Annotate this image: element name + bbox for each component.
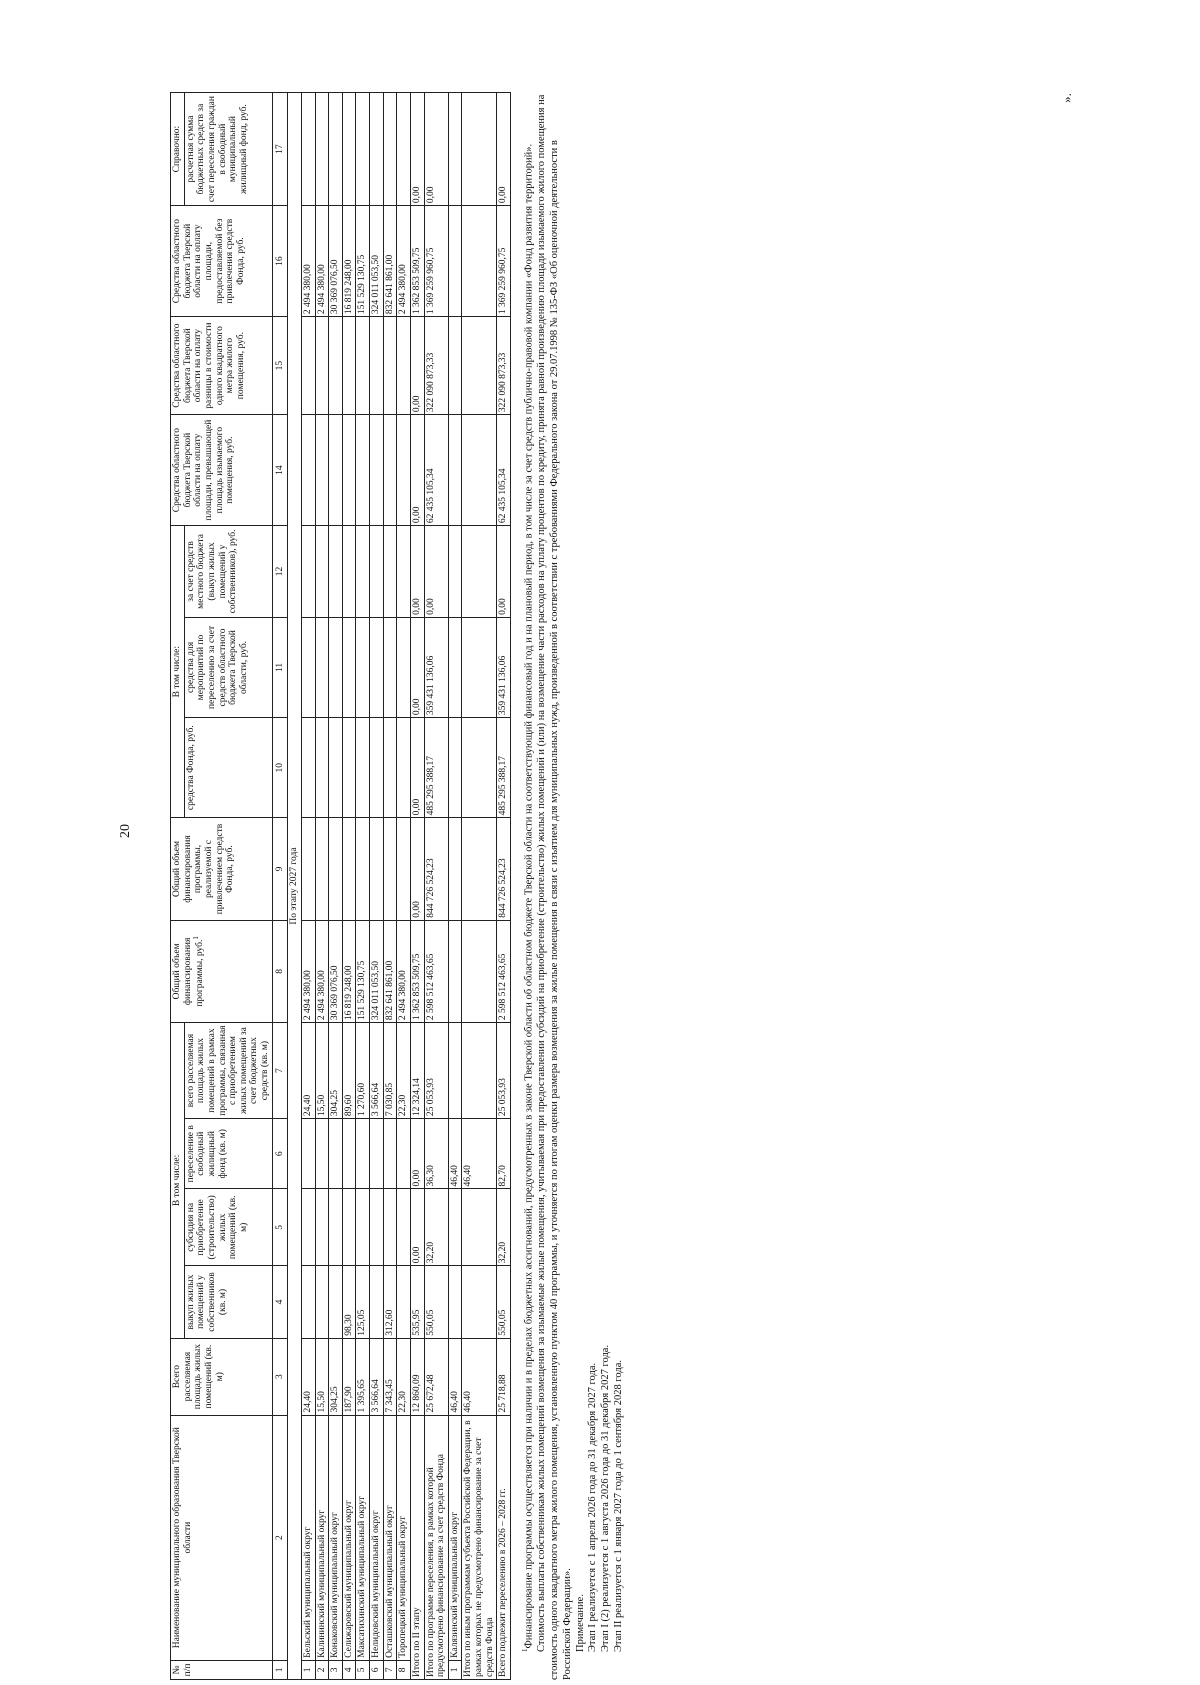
cell-c12: 0,00 (424, 526, 448, 618)
cell-c12 (397, 526, 411, 618)
header-total-area: Всего расселяемая площадь жилых помещений (кв. м) (171, 1338, 273, 1415)
cell-c15 (356, 317, 370, 415)
cell-c16 (462, 206, 497, 317)
cell-c14 (448, 415, 462, 526)
cell-c16: 151 529 130,75 (356, 206, 370, 317)
cell-c8: 1 362 853 509,75 (410, 920, 424, 1022)
cell-c9 (397, 818, 411, 920)
cell-c5: 32,20 (497, 1189, 511, 1266)
cell-c12: 0,00 (497, 526, 511, 618)
cell-c6: 0,00 (410, 1119, 424, 1189)
cell-c17 (301, 93, 315, 206)
cell-c15: 0,00 (410, 317, 424, 415)
cell-c8: 2 598 512 463,65 (497, 920, 511, 1022)
header-total-financing (171, 920, 273, 1022)
cell-c4 (329, 1266, 343, 1339)
cell-c14: 0,00 (410, 415, 424, 526)
cell-c11 (448, 617, 462, 717)
cell-c12 (370, 526, 384, 618)
cell-c10 (448, 718, 462, 818)
cell-c10 (329, 718, 343, 818)
cell-c6: 82,70 (497, 1119, 511, 1189)
header-regional-means: средства для мероприятий по переселению за счет средств областного бюджета Тверской области, руб. (184, 617, 272, 717)
cell-c16: 832 641 861,00 (383, 206, 397, 317)
cell-c10 (383, 718, 397, 818)
cell-c3: 187,90 (342, 1338, 356, 1415)
cell-c11 (356, 617, 370, 717)
cell-c16: 30 369 076,50 (329, 206, 343, 317)
total-row-row-kalyazin (448, 93, 462, 1680)
cell-c12: 0,00 (410, 526, 424, 618)
cell-c14 (356, 415, 370, 526)
cell-c14 (301, 415, 315, 526)
cell-c6: 46,40 (462, 1119, 497, 1189)
cell-c9: 844 726 524,23 (497, 818, 511, 920)
table-row (397, 93, 411, 1680)
footnote-mark: 1 (520, 1648, 529, 1652)
cell-c4: 550,05 (424, 1266, 448, 1339)
cell-c16 (448, 206, 462, 317)
header-group-reference: Справочно: (171, 93, 185, 206)
cell-c5: 32,20 (424, 1189, 448, 1266)
col-num: 10 (272, 718, 288, 818)
cell-c9 (329, 818, 343, 920)
stage-row (288, 93, 302, 1680)
cell-c8: 16 819 248,00 (342, 920, 356, 1022)
cell-c5 (301, 1189, 315, 1266)
cell-c3: 46,40 (448, 1338, 462, 1415)
cell-c4 (462, 1266, 497, 1339)
cell-c11 (315, 617, 329, 717)
cell-c11: 0,00 (410, 617, 424, 717)
resettlement-table (170, 92, 511, 1680)
cell-c3: 1 395,65 (356, 1338, 370, 1415)
col-num: 12 (272, 526, 288, 618)
header-num: № п/п (171, 1660, 273, 1679)
cell-c16: 2 494 380,00 (315, 206, 329, 317)
cell-c9 (301, 818, 315, 920)
col-num: 9 (272, 818, 288, 920)
cell-c4 (448, 1266, 462, 1339)
total-row-total-stage (410, 93, 424, 1680)
cell-c17 (370, 93, 384, 206)
cell-c6: 36,30 (424, 1119, 448, 1189)
cell-c9 (448, 818, 462, 920)
row-label: Итого по иным программам субъекта Российской Федерации, в рамках которых не предусмотрено финансирование за счет средств Фонда (462, 1415, 497, 1679)
table-row (356, 93, 370, 1680)
cell-c10 (397, 718, 411, 818)
cell-c4 (315, 1266, 329, 1339)
cell-c16: 2 494 380,00 (397, 206, 411, 317)
cell-c5 (356, 1189, 370, 1266)
header-group-area: В том числе: (171, 1023, 185, 1339)
data-rows (301, 93, 410, 1680)
cell-c4: 312,60 (383, 1266, 397, 1339)
cell-c12 (342, 526, 356, 618)
cell-c14 (370, 415, 384, 526)
cell-c3: 12 860,09 (410, 1338, 424, 1415)
table-row (329, 93, 343, 1680)
page-number: 20 (118, 824, 133, 838)
cell-c6 (383, 1119, 397, 1189)
cell-c12 (356, 526, 370, 618)
cell-c14 (462, 415, 497, 526)
row-label: Итого по программе переселения, в рамках которой предусмотрено финансирование за счет средств Фонда (424, 1415, 448, 1679)
header-subsidy: субсидия на приобретение (строительство) жилых помещений (кв. м) (184, 1189, 272, 1266)
cell-c11: 359 431 136,06 (424, 617, 448, 717)
header-without-fund: Средства областного бюджета Тверской области на оплату площади, предоставляемой без привлечения средств Фонда, руб. (171, 206, 273, 317)
cell-c17 (397, 93, 411, 206)
cell-c3: 24,40 (301, 1338, 315, 1415)
cell-c10 (462, 718, 497, 818)
cell-c5 (397, 1189, 411, 1266)
cell-c7: 25 053,93 (497, 1023, 511, 1119)
header-group-finance: В том числе: (171, 526, 185, 818)
col-num: 11 (272, 617, 288, 717)
cell-c11 (329, 617, 343, 717)
row-municipality: Бельский муниципальный округ (301, 1415, 315, 1660)
header-excess-area: Средства областного бюджета Тверской области на оплату площади, превышающей площадь изымаемого помещения, руб. (171, 415, 273, 526)
cell-c5 (329, 1189, 343, 1266)
cell-c9 (462, 818, 497, 920)
cell-c8: 2 494 380,00 (315, 920, 329, 1022)
cell-c12 (383, 526, 397, 618)
row-number: 1 (448, 1660, 462, 1679)
cell-c7 (448, 1023, 462, 1119)
header-local-means: за счет средств местного бюджета (выкуп жилых помещений у собственников), руб. (184, 526, 272, 618)
cell-c6 (329, 1119, 343, 1189)
cell-c8: 2 494 380,00 (397, 920, 411, 1022)
cell-c11: 359 431 136,06 (497, 617, 511, 717)
cell-c14: 62 435 105,34 (497, 415, 511, 526)
footnotes (521, 92, 626, 1680)
cell-c6 (370, 1119, 384, 1189)
cell-c9 (342, 818, 356, 920)
cell-c4 (370, 1266, 384, 1339)
col-num: 2 (272, 1415, 288, 1660)
table-row (383, 93, 397, 1680)
cell-c15 (342, 317, 356, 415)
cell-c3: 46,40 (462, 1338, 497, 1415)
cell-c14 (383, 415, 397, 526)
cell-c14: 62 435 105,34 (424, 415, 448, 526)
cell-c15 (448, 317, 462, 415)
cell-c7: 22,30 (397, 1023, 411, 1119)
cell-c10: 485 295 388,17 (424, 718, 448, 818)
row-number: 6 (370, 1660, 384, 1679)
cell-c9: 0,00 (410, 818, 424, 920)
cell-c12 (315, 526, 329, 618)
cell-c4: 535,95 (410, 1266, 424, 1339)
footnote-2: Стоимость выплаты собственникам жилых помещений возмещения за изымаемые жилые помещения, учитываемая при предоставлении субсидий на приобретение (строительство) жилых помещений и (или) на возмещение части расходов на уплату процентов по кредиту, принята равной произведению площади изымаемого жилого помещения на стоимость одного квадратного метра жилого помещения, установленную пунктом 40 программы, и уточняется по итогам оценки размера возмещения за жилые помещения в связи с изъятием для муниципальных нужд, произведенной в соответствии с требованиями Федерального закона от 29.07.1998 № 135-ФЗ «Об оценочной деятельности в Российской Федерации». (536, 94, 573, 1680)
col-num: 5 (272, 1189, 288, 1266)
cell-c14 (315, 415, 329, 526)
header-total-financing-label: Общий объем финансирования программы, руб. (172, 937, 206, 1007)
cell-c17: 0,00 (424, 93, 448, 206)
col-num: 6 (272, 1119, 288, 1189)
col-num: 17 (272, 93, 288, 206)
cell-c7: 3 566,64 (370, 1023, 384, 1119)
cell-c16: 1 369 259 960,75 (497, 206, 511, 317)
cell-c11 (397, 617, 411, 717)
cell-c5 (342, 1189, 356, 1266)
row-label: Калязинский муниципальный округ (448, 1415, 462, 1660)
cell-c15 (383, 317, 397, 415)
note-stage-3: Этап II реализуется с 1 января 2027 года до 1 сентября 2028 года. (612, 1360, 624, 1652)
cell-c14 (397, 415, 411, 526)
cell-c4: 98,30 (342, 1266, 356, 1339)
cell-c10: 0,00 (410, 718, 424, 818)
cell-c15 (315, 317, 329, 415)
cell-c17 (329, 93, 343, 206)
cell-c10 (370, 718, 384, 818)
cell-c14 (329, 415, 343, 526)
row-municipality: Максатихинский муниципальный округ (356, 1415, 370, 1660)
cell-c5 (370, 1189, 384, 1266)
cell-c5 (383, 1189, 397, 1266)
cell-c17: 0,00 (410, 93, 424, 206)
cell-c11 (301, 617, 315, 717)
cell-c16: 1 369 259 960,75 (424, 206, 448, 317)
cell-c10 (356, 718, 370, 818)
header-estimated-sum: расчетная сумма бюджетных средств за счет переселения граждан в свободный муниципальный жилищный фонд, руб. (184, 93, 272, 206)
cell-c7: 24,40 (301, 1023, 315, 1119)
table-row (370, 93, 384, 1680)
cell-c10 (342, 718, 356, 818)
cell-c3: 25 672,48 (424, 1338, 448, 1415)
rotated-content (170, 80, 1050, 1680)
cell-c11 (462, 617, 497, 717)
row-number: 1 (301, 1660, 315, 1679)
row-label: Итого по II этапу (410, 1415, 424, 1679)
note-stage-1: Этап I реализуется с 1 апреля 2026 года до 31 декабря 2027 года. (587, 1362, 599, 1652)
cell-c12 (329, 526, 343, 618)
header-municipality: Наименование муниципального образования Тверской области (171, 1415, 273, 1660)
cell-c10: 485 295 388,17 (497, 718, 511, 818)
row-label: Всего подлежит переселению в 2026 – 2028 гг. (497, 1415, 511, 1679)
cell-c9 (315, 818, 329, 920)
cell-c4 (397, 1266, 411, 1339)
cell-c8: 2 598 512 463,65 (424, 920, 448, 1022)
cell-c17 (342, 93, 356, 206)
cell-c15 (329, 317, 343, 415)
cell-c14 (342, 415, 356, 526)
cell-c7: 15,50 (315, 1023, 329, 1119)
cell-c9 (356, 818, 370, 920)
cell-c16: 2 494 380,00 (301, 206, 315, 317)
footnote-ref: 1 (192, 936, 201, 940)
cell-c9 (370, 818, 384, 920)
cell-c11 (383, 617, 397, 717)
table-row (342, 93, 356, 1680)
col-num: 4 (272, 1266, 288, 1339)
cell-c10 (301, 718, 315, 818)
cell-c17 (383, 93, 397, 206)
cell-c4 (301, 1266, 315, 1339)
cell-c5 (448, 1189, 462, 1266)
cell-c6 (397, 1119, 411, 1189)
row-municipality: Нелидовский муниципальный округ (370, 1415, 384, 1660)
cell-c7: 7 030,85 (383, 1023, 397, 1119)
cell-c11 (370, 617, 384, 717)
cell-c6 (315, 1119, 329, 1189)
cell-c8: 324 011 053,50 (370, 920, 384, 1022)
col-num: 8 (272, 920, 288, 1022)
cell-c17 (448, 93, 462, 206)
table-row (301, 93, 315, 1680)
col-num: 1 (272, 1660, 288, 1679)
col-num: 3 (272, 1338, 288, 1415)
cell-c7: 1 270,60 (356, 1023, 370, 1119)
col-num: 14 (272, 415, 288, 526)
header-fund-financing: Общий объем финансирования программы, реализуемой с привлечением средств Фонда, руб. (171, 818, 273, 920)
header-buyout: выкуп жилых помещений у собственников (кв. м) (184, 1266, 272, 1339)
cell-c5 (315, 1189, 329, 1266)
cell-c12 (462, 526, 497, 618)
cell-c3: 15,50 (315, 1338, 329, 1415)
row-municipality: Осташковский муниципальный округ (383, 1415, 397, 1660)
cell-c9 (383, 818, 397, 920)
cell-c12 (448, 526, 462, 618)
row-municipality: Селижаровский муниципальный округ (342, 1415, 356, 1660)
cell-c17 (356, 93, 370, 206)
cell-c15 (462, 317, 497, 415)
cell-c3: 22,30 (397, 1338, 411, 1415)
cell-c3: 25 718,88 (497, 1338, 511, 1415)
cell-c10 (315, 718, 329, 818)
cell-c5: 0,00 (410, 1189, 424, 1266)
total-row-grand-total (497, 93, 511, 1680)
cell-c6 (342, 1119, 356, 1189)
cell-c16: 16 819 248,00 (342, 206, 356, 317)
row-municipality: Конаковский муниципальный округ (329, 1415, 343, 1660)
cell-c8: 2 494 380,00 (301, 920, 315, 1022)
cell-c3: 7 343,45 (383, 1338, 397, 1415)
table-row (315, 93, 329, 1680)
note-stage-2: Этап I (2) реализуется с 1 августа 2026 года до 31 декабря 2027 года. (600, 1344, 612, 1652)
cell-c16: 1 362 853 509,75 (410, 206, 424, 317)
cell-c3: 3 566,64 (370, 1338, 384, 1415)
header-price-difference: Средства областного бюджета Тверской области на оплату разницы в стоимости одного квадратного метра жилого помещения, руб. (171, 317, 273, 415)
row-number: 4 (342, 1660, 356, 1679)
cell-c17 (315, 93, 329, 206)
cell-c9: 844 726 524,23 (424, 818, 448, 920)
cell-c15 (370, 317, 384, 415)
row-number: 5 (356, 1660, 370, 1679)
header-free-fund: переселение в свободный жилищный фонд (кв. м) (184, 1119, 272, 1189)
row-number: 8 (397, 1660, 411, 1679)
cell-c6 (301, 1119, 315, 1189)
cell-c4: 125,05 (356, 1266, 370, 1339)
cell-c17: 0,00 (497, 93, 511, 206)
footnote-text-1: Финансирование программы осуществляется при наличии и в пределах бюджетных ассигнований, предусмотренных в законе Тверской области об областном бюджете Тверской области на соответствующий финансовый год и на плановый период, в том числе за счет средств публично-правовой компании «Фонд развития территорий». (523, 143, 535, 1649)
cell-c15: 322 090 873,33 (497, 317, 511, 415)
closing-quote: ». (1058, 93, 1074, 103)
cell-c5 (462, 1189, 497, 1266)
cell-c17 (462, 93, 497, 206)
header-row-1 (171, 93, 185, 1680)
col-num: 16 (272, 206, 288, 317)
total-rows (410, 93, 510, 1680)
cell-c7: 25 053,93 (424, 1023, 448, 1119)
cell-c7 (462, 1023, 497, 1119)
row-number: 3 (329, 1660, 343, 1679)
row-number: 7 (383, 1660, 397, 1679)
cell-c4: 550,05 (497, 1266, 511, 1339)
column-numbers-row (272, 93, 288, 1680)
cell-c3: 304,25 (329, 1338, 343, 1415)
col-num: 7 (272, 1023, 288, 1119)
footnote-1 (521, 92, 536, 1680)
cell-c15: 322 090 873,33 (424, 317, 448, 415)
col-num: 15 (272, 317, 288, 415)
cell-c15 (301, 317, 315, 415)
cell-c7: 89,60 (342, 1023, 356, 1119)
cell-c16: 324 011 053,50 (370, 206, 384, 317)
cell-c8: 30 369 076,50 (329, 920, 343, 1022)
row-municipality: Калининский муниципальный округ (315, 1415, 329, 1660)
cell-c6: 46,40 (448, 1119, 462, 1189)
cell-c7: 12 324,14 (410, 1023, 424, 1119)
cell-c6 (356, 1119, 370, 1189)
total-row-total-other (462, 93, 497, 1680)
cell-c7: 304,25 (329, 1023, 343, 1119)
cell-c8 (448, 920, 462, 1022)
header-budget-area: всего расселяемая площадь жилых помещений в рамках программы, связанная с приобретением жилых помещений за счет бюджетных средств (кв. м) (184, 1023, 272, 1119)
note-label: Примечание. (574, 1594, 586, 1652)
cell-c8: 151 529 130,75 (356, 920, 370, 1022)
stage-label: По этапу 2027 года (288, 93, 302, 1680)
cell-c11 (342, 617, 356, 717)
cell-c8 (462, 920, 497, 1022)
header-fund-means: средства Фонда, руб. (184, 718, 272, 818)
row-number: 2 (315, 1660, 329, 1679)
cell-c15 (397, 317, 411, 415)
cell-c8: 832 641 861,00 (383, 920, 397, 1022)
row-municipality: Торопецкий муниципальный округ (397, 1415, 411, 1660)
cell-c12 (301, 526, 315, 618)
total-row-total-program (424, 93, 448, 1680)
